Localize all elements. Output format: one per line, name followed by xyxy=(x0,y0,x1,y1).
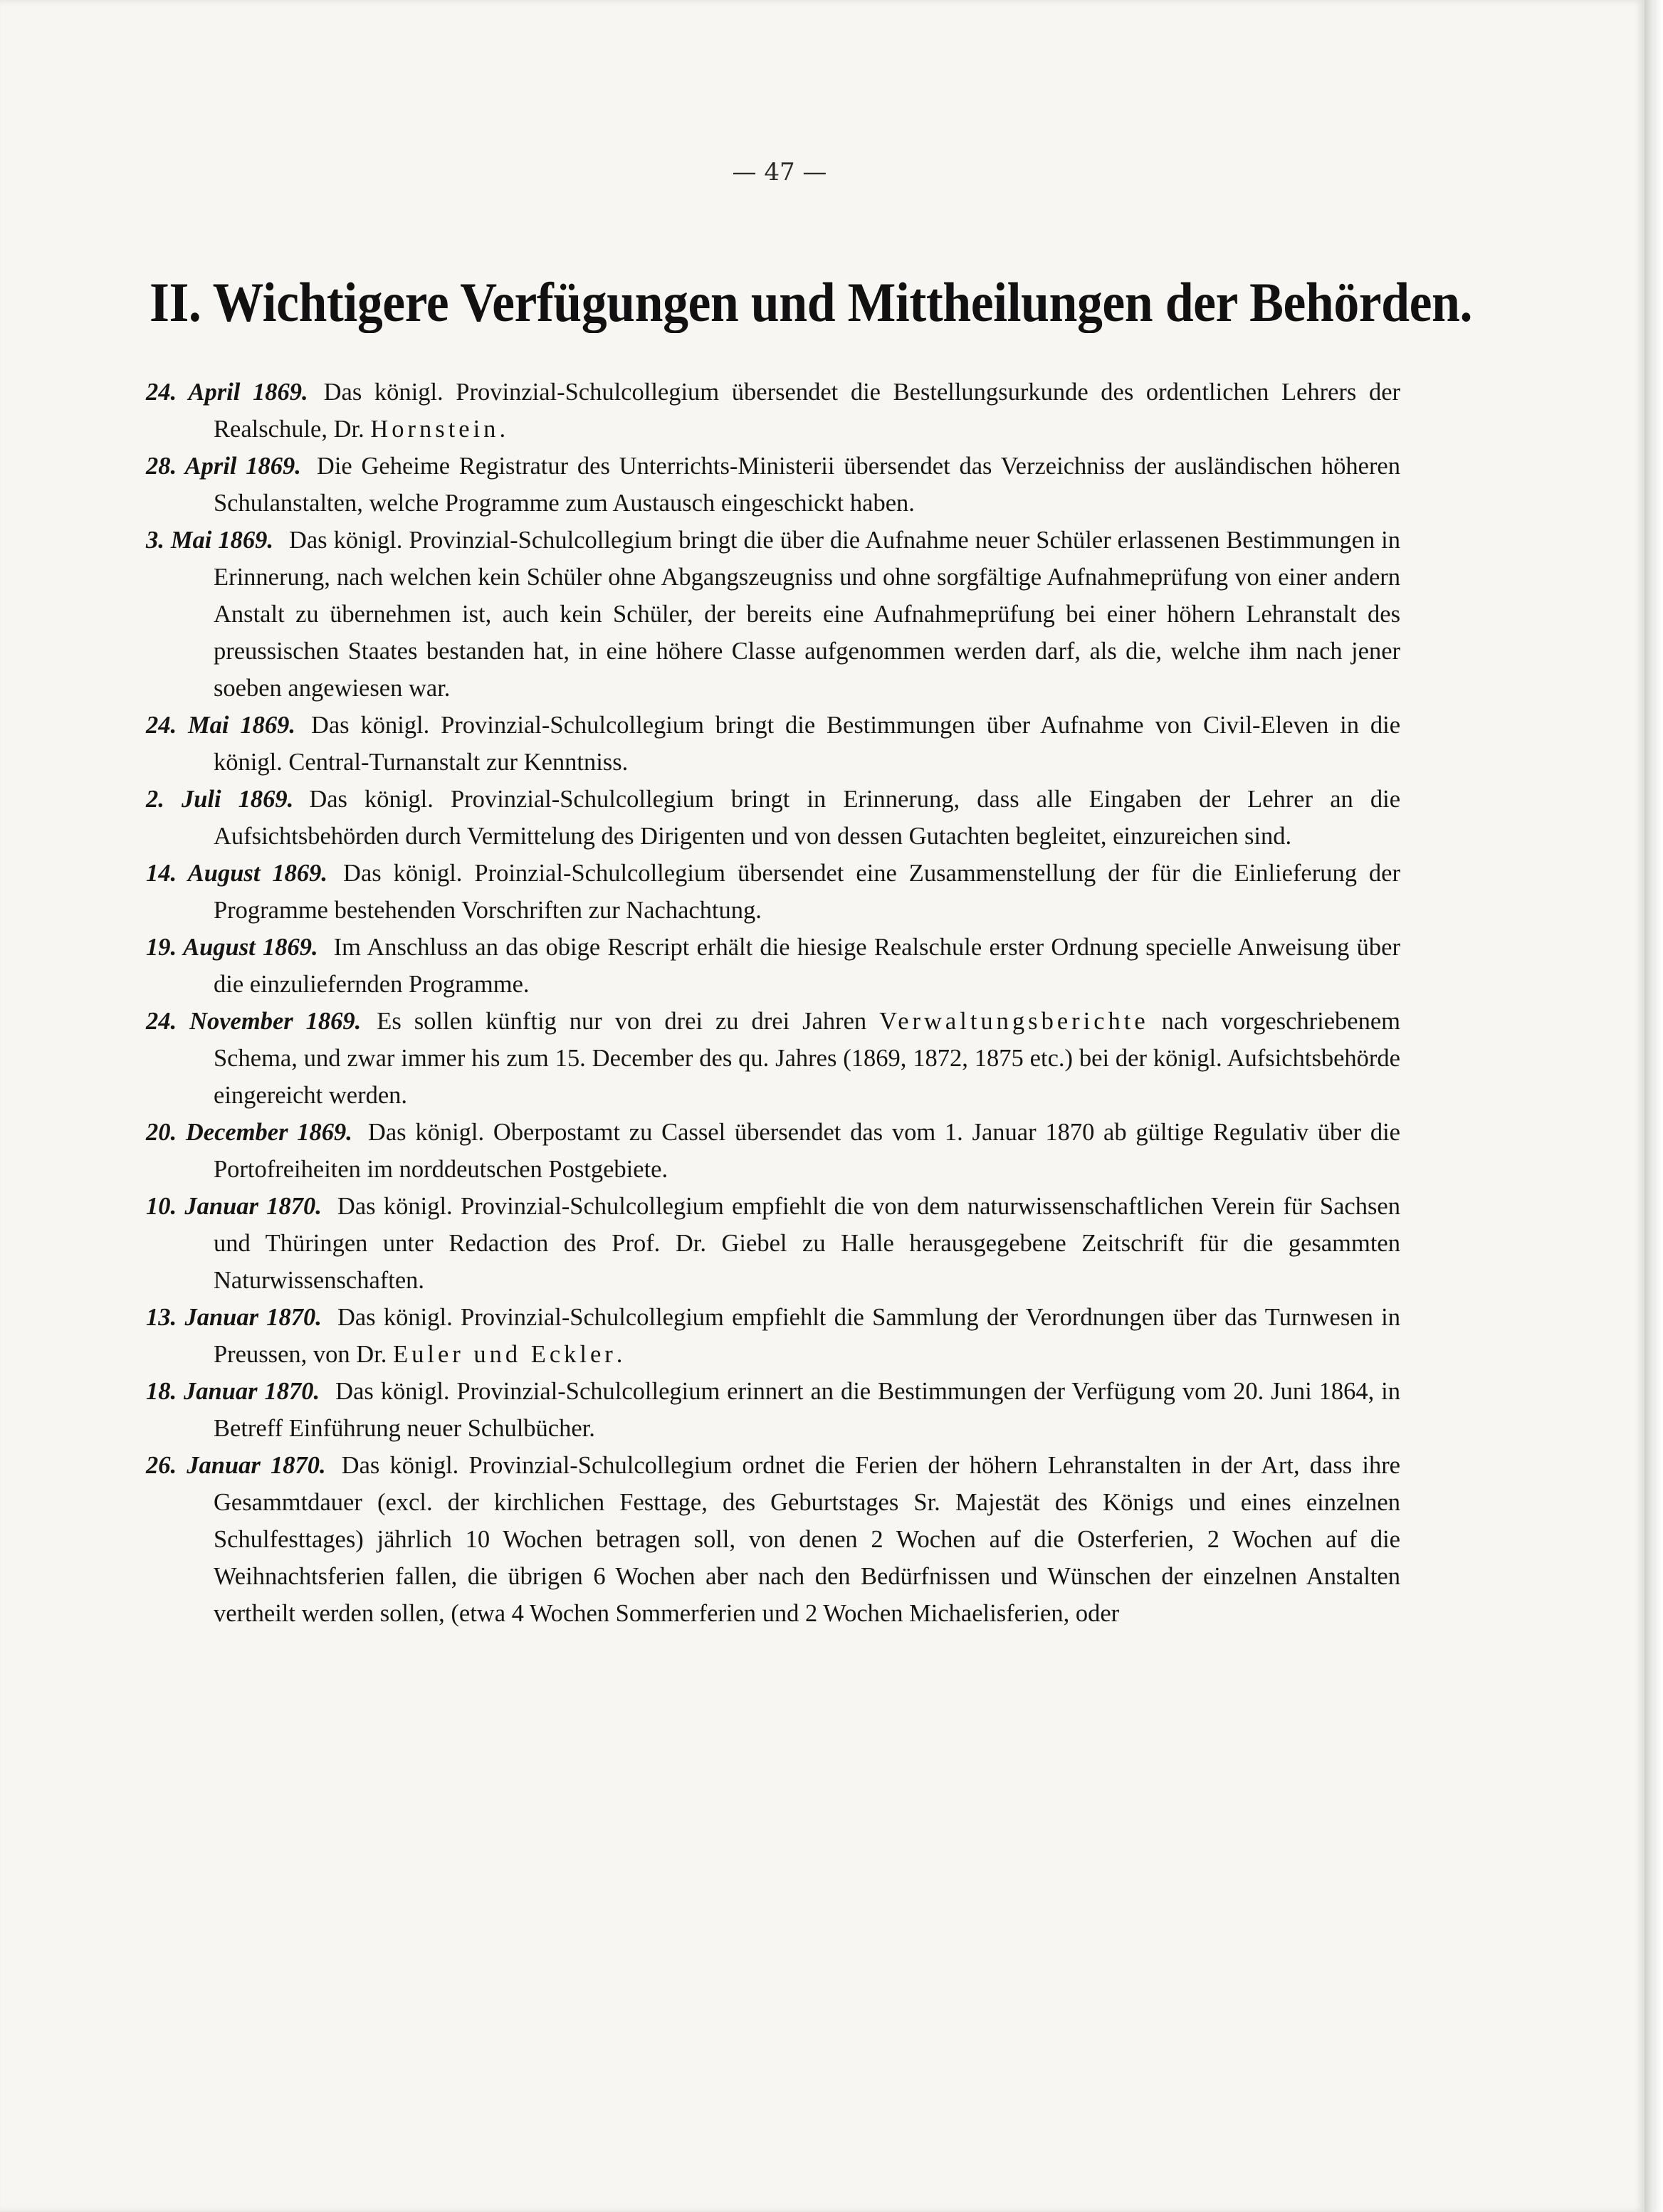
entry-date: 26. Januar 1870. xyxy=(146,1452,326,1479)
entry-text: Das königl. Provinzial-Schulcollegium bringt die Bestimmungen über Aufnahme von Civil-Eleven in die königl. Central-Turnanstalt zur Kenntniss. xyxy=(214,712,1401,776)
entry xyxy=(146,1373,1400,1447)
entry-date: 28. April 1869. xyxy=(146,453,301,480)
entry-text: Die Geheime Registratur des Unterrichts-Ministerii übersendet das Verzeichniss der ausländischen höheren Schulanstalten, welche Programme zum Austausch eingeschickt haben. xyxy=(214,453,1400,517)
entry xyxy=(146,855,1400,929)
entry xyxy=(146,1447,1400,1632)
entry-text: Das königl. Oberpostamt zu Cassel übersendet das vom 1. Januar 1870 ab gültige Regulativ über die Portofreiheiten im norddeutschen Postgebiete. xyxy=(214,1119,1400,1183)
entry xyxy=(146,781,1400,855)
entries-list xyxy=(146,374,1400,1632)
section-heading: II. Wichtigere Verfügungen und Mittheilungen der Behörden. xyxy=(149,271,1472,333)
entry-text: Das königl. Provinzial-Schulcollegium übersendet die Bestellungsurkunde des ordentlichen Lehrers der Realschule, Dr. xyxy=(214,379,1400,443)
entry xyxy=(146,374,1400,448)
entry-spaced-name: Hornstein xyxy=(370,416,500,443)
entry-date: 3. Mai 1869. xyxy=(146,527,273,554)
entry-date: 2. Juli 1869. xyxy=(146,786,294,813)
entry-text: Das königl. Provinzial-Schulcollegium bringt die über die Aufnahme neuer Schüler erlassenen Bestimmungen in Erinnerung, nach welchen kein Schüler ohne Abgangszeugniss und ohne sorgfältige Aufnahmeprüfung von einer andern Anstalt zu übernehmen ist, auch kein Schüler, der bereits eine Aufnahmeprüfung bei einer höhern Lehranstalt des preussischen Staates bestanden hat, in eine höhere Classe aufgenommen werden darf, als die, welche ihm nach jener soeben angewiesen war. xyxy=(214,527,1400,702)
entry-date: 14. August 1869. xyxy=(146,860,328,887)
entry-text: Das königl. Proinzial-Schulcollegium übersendet eine Zusammenstellung der für die Einlieferung der Programme bestehenden Vorschriften zur Nachachtung. xyxy=(214,860,1400,924)
entry-date: 18. Januar 1870. xyxy=(146,1378,320,1405)
entry-text-end: nach vorgeschriebenem Schema, und zwar immer his zum 15. December des qu. Jahres (1869, 1872, 1875 etc.) bei der königl. Aufsichtsbehörde eingereicht werden. xyxy=(214,1008,1401,1109)
page-number: — 47 — xyxy=(732,158,827,186)
entry xyxy=(146,929,1400,1003)
entry xyxy=(146,1188,1400,1299)
entry-text-end: . xyxy=(499,416,506,443)
entry-date: 24. April 1869. xyxy=(146,379,308,406)
entry-date: 20. December 1869. xyxy=(146,1119,352,1146)
entry-text-end: . xyxy=(616,1341,623,1368)
entry-date: 24. November 1869. xyxy=(146,1008,362,1035)
entry xyxy=(146,1114,1400,1188)
entry xyxy=(146,1299,1400,1373)
entry-text: Das königl. Provinzial-Schulcollegium empfiehlt die Sammlung der Verordnungen über das Turnwesen in Preussen, von Dr. xyxy=(214,1304,1400,1368)
page-edge xyxy=(1644,0,1663,2212)
entry-date: 13. Januar 1870. xyxy=(146,1304,322,1331)
entry-text: Das königl. Provinzial-Schulcollegium erinnert an die Bestimmungen der Verfügung vom 20. Juni 1864, in Betreff Einführung neuer Schulbücher. xyxy=(214,1378,1400,1442)
entry xyxy=(146,707,1400,781)
entry-text: Das königl. Provinzial-Schulcollegium empfiehlt die von dem naturwissenschaftlichen Verein für Sachsen und Thüringen unter Redaction des Prof. Dr. Giebel zu Halle herausgegebene Zeitschrift für die gesammten Naturwissenschaften. xyxy=(214,1193,1400,1294)
entry-text: Das königl. Provinzial-Schulcollegium ordnet die Ferien der höhern Lehranstalten in der Art, dass ihre Gesammtdauer (excl. der kirchlichen Festtage, des Geburtstages Sr. Majestät des Königs und eines einzelnen Schulfesttages) jährlich 10 Wochen betragen soll, von denen 2 Wochen auf die Osterferien, 2 Wochen auf die Weihnachtsferien fallen, die übrigen 6 Wochen aber nach den Bedürfnissen und Wünschen der einzelnen Anstalten vertheilt werden sollen, (etwa 4 Wochen Sommerferien und 2 Wochen Michaelisferien, oder xyxy=(214,1452,1400,1627)
entry-text: Es sollen künftig nur von drei zu drei Jahren xyxy=(377,1008,867,1035)
entry-text: Das königl. Provinzial-Schulcollegium bringt in Erinnerung, dass alle Eingaben der Lehrer an die Aufsichtsbehörden durch Vermittelung des Dirigenten und von dessen Gutachten begleitet, einzureichen sind. xyxy=(214,786,1401,850)
entry xyxy=(146,522,1400,707)
entry-date: 24. Mai 1869. xyxy=(146,712,295,739)
entry-date: 10. Januar 1870. xyxy=(146,1193,322,1220)
entry-date: 19. August 1869. xyxy=(146,934,318,961)
entry xyxy=(146,1003,1400,1114)
entry xyxy=(146,448,1400,522)
entry-spaced-name: Euler und Eckler xyxy=(393,1341,617,1368)
entry-spaced-term: Verwaltungsberichte xyxy=(879,1008,1149,1035)
entry-text: Im Anschluss an das obige Rescript erhält die hiesige Realschule erster Ordnung specielle Anweisung über die einzuliefernden Programme. xyxy=(214,934,1400,998)
